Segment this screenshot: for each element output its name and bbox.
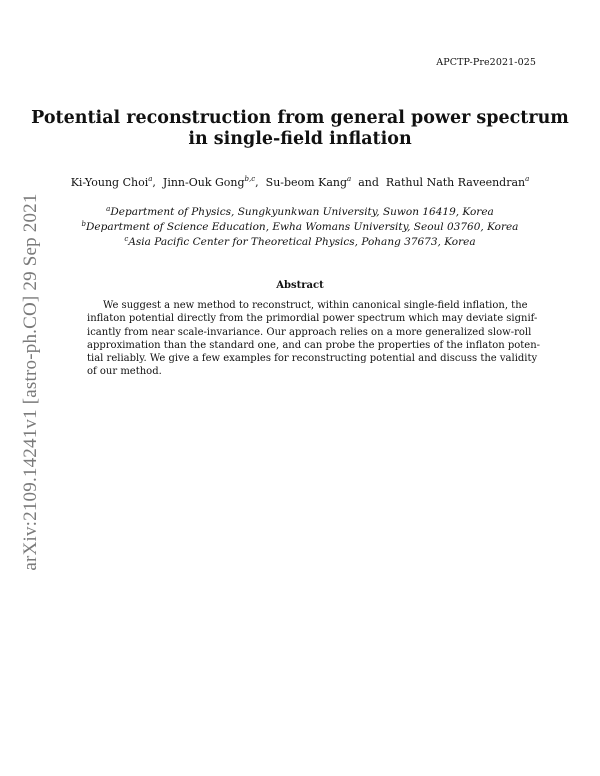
affiliation-mark: a xyxy=(106,205,111,213)
abstract-line: We suggest a new method to reconstruct, within canonical single-field inflation, the xyxy=(103,300,528,311)
abstract-body xyxy=(87,299,541,379)
affiliation-line xyxy=(0,235,600,250)
author-name: Rathul Nath Raveendran xyxy=(385,176,526,189)
affiliation-line xyxy=(0,220,600,235)
affiliation-text: Asia Pacific Center for Theoretical Physics, Pohang 37673, Korea xyxy=(128,236,476,248)
author-affiliation-mark: a xyxy=(347,175,352,183)
arxiv-identifier-stamp: arXiv:2109.14241v1 [astro-ph.CO] 29 Sep 2021 xyxy=(20,193,41,571)
author-list xyxy=(0,176,600,189)
author-name: Ki-Young Choi xyxy=(70,176,149,189)
affiliation-line xyxy=(0,205,600,220)
abstract-line: of our method. xyxy=(87,366,162,378)
affiliations xyxy=(0,205,600,250)
author-affiliation-mark: b,c xyxy=(244,175,256,183)
report-number: APCTP-Pre2021-025 xyxy=(436,57,536,68)
affiliation-mark: b xyxy=(81,220,87,228)
author-affiliation-mark: a xyxy=(148,175,153,183)
title-line-1: Potential reconstruction from general power spectrum xyxy=(31,108,569,128)
abstract-line: icantly from near scale-invariance. Our approach relies on a more generalized slow-roll xyxy=(87,326,532,338)
paper-title xyxy=(0,108,600,150)
abstract-line: approximation than the standard one, and can probe the properties of the inflaton poten- xyxy=(87,339,541,351)
affiliation-mark: c xyxy=(124,235,129,243)
author-separator: , xyxy=(152,176,163,189)
author-affiliation-mark: a xyxy=(525,175,530,183)
abstract-line: tial reliably. We give a few examples for reconstructing potential and discuss the validity xyxy=(87,353,538,365)
author-separator: , xyxy=(255,176,266,189)
title-line-2: in single-field inflation xyxy=(188,129,412,149)
affiliation-text: Department of Science Education, Ewha Womans University, Seoul 03760, Korea xyxy=(86,221,519,233)
abstract-line: inflaton potential directly from the primordial power spectrum which may deviate signif- xyxy=(87,313,538,325)
author-separator: and xyxy=(351,176,386,189)
author-name: Jinn-Ouk Gong xyxy=(162,176,245,189)
affiliation-text: Department of Physics, Sungkyunkwan University, Suwon 16419, Korea xyxy=(110,206,494,218)
abstract-heading: Abstract xyxy=(276,280,324,291)
author-name: Su-beom Kang xyxy=(265,176,348,189)
